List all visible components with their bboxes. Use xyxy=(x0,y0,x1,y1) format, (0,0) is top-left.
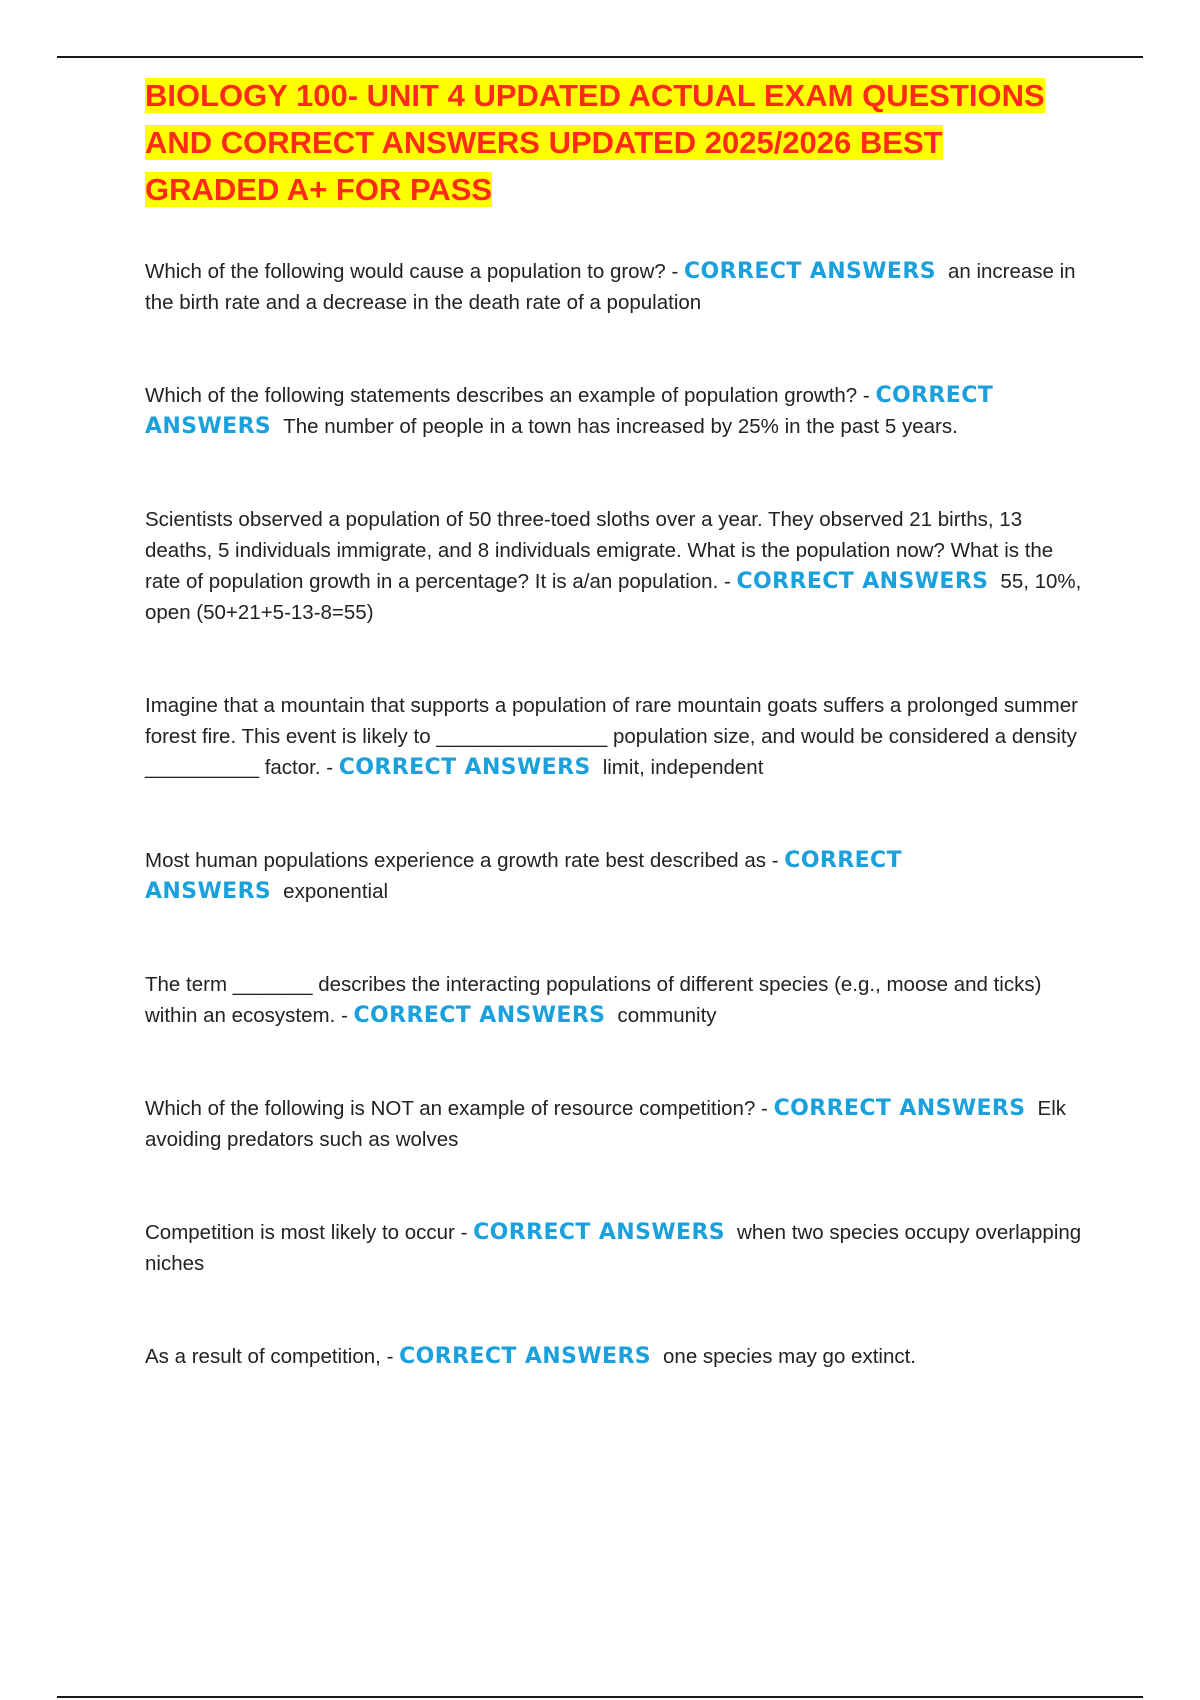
qa-list xyxy=(145,256,1085,1372)
answer-text: The number of people in a town has increased by 25% in the past 5 years. xyxy=(283,415,958,438)
answer-text: one species may go extinct. xyxy=(663,1345,916,1368)
question-text: As a result of competition, xyxy=(145,1345,381,1368)
question-text: Most human populations experience a growth rate best described as xyxy=(145,849,767,872)
separator: - xyxy=(718,570,737,593)
correct-answers-label: CORRECT ANSWERS xyxy=(773,1096,1026,1121)
correct-answers-label: CORRECT ANSWERS xyxy=(145,848,902,904)
separator: - xyxy=(454,1221,474,1244)
correct-answers-label: CORRECT ANSWERS xyxy=(353,1003,606,1028)
qa-item-1 xyxy=(145,256,1085,318)
top-rule xyxy=(57,56,1143,58)
question-text: Which of the following statements describes an example of population growth? xyxy=(145,384,858,407)
bottom-rule xyxy=(57,1696,1143,1698)
question-text: Competition is most likely to occur xyxy=(145,1221,455,1244)
answer-text: 55, 10%, open (50+21+5-13-8=55) xyxy=(145,570,1082,624)
qa-item-6 xyxy=(145,969,1085,1031)
correct-answers-label: CORRECT ANSWERS xyxy=(473,1220,726,1245)
separator: - xyxy=(380,1345,400,1368)
separator: - xyxy=(755,1097,774,1120)
correct-answers-label: CORRECT ANSWERS xyxy=(399,1344,652,1369)
separator: - xyxy=(857,384,876,407)
question-text: The term _______ describes the interacting populations of different species (e.g., moose and ticks) within an ecosystem. xyxy=(145,973,1042,1027)
answer-text: an increase in the birth rate and a decrease in the death rate of a population xyxy=(145,260,1076,314)
correct-answers-label: CORRECT ANSWERS xyxy=(736,569,989,594)
question-text: Scientists observed a population of 50 three-toed sloths over a year. They observed 21 births, 13 deaths, 5 individuals immigrate, and 8 individuals emigrate. What is the population now? What is the rate of population growth in a percentage? It is a/an population. xyxy=(145,508,1054,593)
separator: - xyxy=(335,1004,354,1027)
correct-answers-label: CORRECT ANSWERS xyxy=(145,383,994,439)
answer-text: Elk avoiding predators such as wolves xyxy=(145,1097,1066,1151)
question-text: Which of the following is NOT an example of resource competition? xyxy=(145,1097,756,1120)
answer-text: limit, independent xyxy=(602,756,764,779)
separator: - xyxy=(766,849,785,872)
document-title xyxy=(145,72,1085,213)
correct-answers-label: CORRECT ANSWERS xyxy=(338,755,591,780)
qa-item-3 xyxy=(145,504,1085,628)
qa-item-7 xyxy=(145,1093,1085,1155)
correct-answers-label: CORRECT ANSWERS xyxy=(684,259,936,284)
answer-text: when two species occupy overlapping niches xyxy=(145,1221,1082,1275)
question-text: Which of the following would cause a population to grow? xyxy=(145,260,666,283)
separator: - xyxy=(665,260,685,283)
question-text: Imagine that a mountain that supports a population of rare mountain goats suffers a prolonged summer forest fire. This event is likely to _______________ population size, and would be considered a density __________ factor. xyxy=(145,694,1078,779)
qa-item-5 xyxy=(145,845,1085,907)
separator: - xyxy=(320,756,339,779)
qa-item-9 xyxy=(145,1341,1085,1372)
answer-text: exponential xyxy=(283,880,389,903)
qa-item-2 xyxy=(145,380,1085,442)
answer-text: community xyxy=(617,1004,717,1027)
qa-item-4 xyxy=(145,690,1085,783)
qa-item-8 xyxy=(145,1217,1085,1279)
document-title-text: BIOLOGY 100- UNIT 4 UPDATED ACTUAL EXAM QUESTIONS AND CORRECT ANSWERS UPDATED 2025/2026 BEST GRADED A+ FOR PASS xyxy=(145,78,1045,207)
